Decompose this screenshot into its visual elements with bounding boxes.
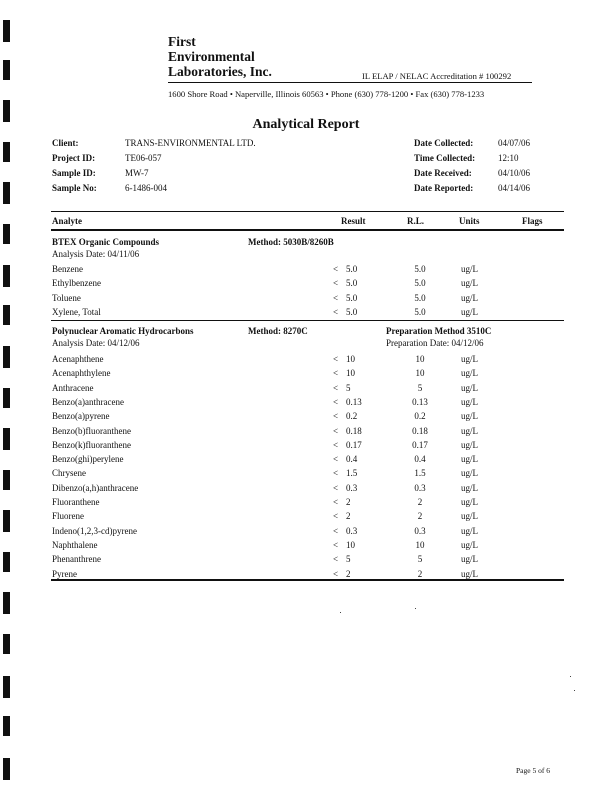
- reporting-limit: 5.0: [414, 306, 426, 317]
- units-value: ug/L: [461, 354, 478, 364]
- result-qualifier: <: [333, 468, 339, 479]
- analyte-name: Indeno(1,2,3-cd)pyrene: [52, 525, 137, 536]
- analyte-name: Toluene: [52, 292, 81, 303]
- result-qualifier: <: [333, 439, 339, 450]
- col-rl: R.L.: [407, 216, 425, 226]
- result-value: 1.5: [346, 468, 358, 479]
- sample-id-label: Sample ID:: [52, 168, 96, 178]
- analyte-name: Benzo(a)anthracene: [52, 396, 124, 407]
- result-qualifier: <: [333, 292, 339, 303]
- project-id-value: TE06-057: [125, 153, 162, 163]
- table-bottom-rule: [51, 579, 564, 581]
- units-value: ug/L: [461, 278, 478, 289]
- result-qualifier: <: [333, 454, 339, 465]
- col-flags: Flags: [522, 216, 543, 226]
- date-reported-value: 04/14/06: [498, 183, 531, 193]
- scan-speck: [570, 676, 571, 677]
- table-row: [0, 383, 612, 397]
- section-prep-method: Preparation Method 3510C: [386, 326, 492, 336]
- reporting-limit: 2: [417, 497, 423, 507]
- section-method: Method: 5030B/8260B: [248, 237, 334, 247]
- result-value: 0.18: [346, 425, 362, 436]
- result-qualifier: <: [333, 306, 339, 317]
- table-row: [0, 454, 612, 468]
- analyte-name: Naphthalene: [52, 539, 98, 550]
- client-label: Client:: [52, 138, 79, 148]
- analyte-name: Fluoranthene: [52, 497, 100, 507]
- col-analyte: Analyte: [52, 216, 82, 226]
- units-value: ug/L: [461, 439, 478, 450]
- result-qualifier: <: [333, 278, 339, 289]
- col-units: Units: [459, 216, 480, 226]
- result-qualifier: <: [333, 482, 339, 493]
- units-value: ug/L: [461, 454, 478, 465]
- table-row: [0, 426, 612, 440]
- section-title: Polynuclear Aromatic Hydrocarbons: [52, 326, 194, 336]
- reporting-limit: 0.13: [412, 396, 428, 407]
- lab-name-line-3: Laboratories, Inc.: [168, 64, 272, 79]
- analyte-name: Benzo(b)fluoranthene: [52, 425, 131, 436]
- reporting-limit: 0.18: [412, 425, 428, 436]
- sample-id-value: MW-7: [125, 168, 149, 178]
- analyte-name: Phenanthrene: [52, 554, 101, 565]
- section-title: BTEX Organic Compounds: [52, 237, 160, 247]
- lab-name-line-1: First: [168, 34, 196, 49]
- result-value: 5.0: [346, 306, 358, 317]
- result-value: 0.2: [346, 411, 358, 422]
- table-top-rule: [51, 211, 564, 212]
- table-row: [0, 368, 612, 382]
- result-value: 0.17: [346, 439, 362, 450]
- result-qualifier: <: [333, 568, 339, 579]
- table-row: [0, 354, 612, 368]
- result-value: 2: [346, 497, 351, 507]
- analyte-name: Xylene, Total: [52, 306, 101, 317]
- accreditation-text: IL ELAP / NELAC Accreditation # 100292: [362, 71, 512, 81]
- table-row: [0, 293, 612, 307]
- table-row: [0, 540, 612, 554]
- result-value: 5.0: [346, 292, 358, 303]
- reporting-limit: 5.0: [414, 292, 426, 303]
- units-value: ug/L: [461, 306, 478, 317]
- date-reported-label: Date Reported:: [414, 183, 474, 193]
- analyte-name: Pyrene: [52, 568, 77, 579]
- date-collected-label: Date Collected:: [414, 138, 474, 148]
- result-qualifier: <: [333, 396, 339, 407]
- units-value: ug/L: [461, 539, 478, 550]
- date-received-label: Date Received:: [414, 168, 472, 178]
- time-collected-label: Time Collected:: [414, 153, 476, 163]
- result-qualifier: <: [333, 511, 339, 522]
- analyte-name: Fluorene: [52, 511, 84, 522]
- date-collected-value: 04/07/06: [498, 138, 531, 148]
- sample-no-label: Sample No:: [52, 183, 97, 193]
- result-value: 5.0: [346, 264, 358, 274]
- reporting-limit: 5.0: [414, 278, 426, 289]
- lab-name-line-2: Environmental: [168, 49, 255, 64]
- result-qualifier: <: [333, 354, 339, 364]
- units-value: ug/L: [461, 568, 478, 579]
- result-qualifier: <: [333, 539, 339, 550]
- units-value: ug/L: [461, 382, 478, 393]
- result-value: 5: [346, 554, 351, 565]
- reporting-limit: 0.3: [414, 482, 426, 493]
- sample-no-value: 6-1486-004: [125, 183, 167, 193]
- section-analysis-date: Analysis Date: 04/11/06: [52, 249, 140, 259]
- analyte-name: Acenaphthene: [52, 354, 104, 364]
- reporting-limit: 5: [417, 382, 423, 393]
- table-row: [0, 440, 612, 454]
- table-row: [0, 278, 612, 292]
- table-row: [0, 554, 612, 568]
- project-id-label: Project ID:: [52, 153, 96, 163]
- units-value: ug/L: [461, 468, 478, 479]
- analyte-name: Dibenzo(a,h)anthracene: [52, 482, 139, 493]
- units-value: ug/L: [461, 482, 478, 493]
- table-row: [0, 468, 612, 482]
- analyte-name: Benzo(a)pyrene: [52, 411, 110, 422]
- result-value: 0.3: [346, 482, 358, 493]
- section-prep-date: Preparation Date: 04/12/06: [386, 338, 484, 348]
- col-result: Result: [341, 216, 366, 226]
- reporting-limit: 0.17: [412, 439, 428, 450]
- lab-logo: [168, 34, 272, 79]
- units-value: ug/L: [461, 264, 478, 274]
- scan-speck: [415, 608, 416, 609]
- reporting-limit: 5.0: [414, 264, 426, 274]
- table-row: [0, 397, 612, 411]
- units-value: ug/L: [461, 368, 478, 379]
- analyte-name: Benzene: [52, 264, 83, 274]
- reporting-limit: 10: [415, 354, 425, 364]
- units-value: ug/L: [461, 396, 478, 407]
- section-analysis-date: Analysis Date: 04/12/06: [52, 338, 140, 348]
- section-divider: [51, 320, 564, 321]
- scan-speck: [574, 690, 575, 691]
- units-value: ug/L: [461, 425, 478, 436]
- units-value: ug/L: [461, 554, 478, 565]
- lab-address: 1600 Shore Road • Naperville, Illinois 60563 • Phone (630) 778-1200 • Fax (630) 778-1233: [168, 89, 485, 99]
- table-row: [0, 411, 612, 425]
- units-value: ug/L: [461, 411, 478, 422]
- result-qualifier: <: [333, 497, 339, 507]
- report-title: Analytical Report: [252, 117, 360, 132]
- result-value: 5: [346, 382, 351, 393]
- result-qualifier: <: [333, 425, 339, 436]
- analyte-name: Benzo(ghi)perylene: [52, 454, 124, 465]
- section-method: Method: 8270C: [248, 326, 308, 336]
- result-value: 10: [346, 539, 355, 550]
- units-value: ug/L: [461, 497, 478, 507]
- reporting-limit: 10: [415, 368, 425, 379]
- client-value: TRANS-ENVIRONMENTAL LTD.: [125, 138, 256, 148]
- result-value: 2: [346, 568, 351, 579]
- reporting-limit: 0.2: [414, 411, 426, 422]
- letterhead-rule: [168, 82, 532, 83]
- reporting-limit: 0.4: [414, 454, 426, 465]
- reporting-limit: 10: [415, 539, 425, 550]
- result-qualifier: <: [333, 264, 339, 274]
- reporting-limit: 2: [417, 511, 423, 522]
- result-value: 10: [346, 368, 355, 379]
- units-value: ug/L: [461, 525, 478, 536]
- table-row: [0, 264, 612, 278]
- reporting-limit: 5: [417, 554, 423, 565]
- result-value: 10: [346, 354, 355, 364]
- result-value: 0.3: [346, 525, 358, 536]
- table-row: [0, 307, 612, 321]
- analyte-name: Acenaphthylene: [52, 368, 111, 379]
- table-row: [0, 483, 612, 497]
- reporting-limit: 1.5: [414, 468, 426, 479]
- table-row: [0, 526, 612, 540]
- analyte-name: Chrysene: [52, 468, 86, 479]
- date-received-value: 04/10/06: [498, 168, 531, 178]
- result-value: 5.0: [346, 278, 358, 289]
- result-qualifier: <: [333, 411, 339, 422]
- units-value: ug/L: [461, 511, 478, 522]
- table-row: [0, 511, 612, 525]
- result-qualifier: <: [333, 382, 339, 393]
- result-qualifier: <: [333, 368, 339, 379]
- result-qualifier: <: [333, 525, 339, 536]
- result-qualifier: <: [333, 554, 339, 565]
- table-header-rule: [51, 229, 564, 231]
- table-row: [0, 497, 612, 511]
- reporting-limit: 2: [417, 568, 423, 579]
- result-value: 0.13: [346, 396, 362, 407]
- result-value: 0.4: [346, 454, 358, 465]
- time-collected-value: 12:10: [498, 153, 519, 163]
- scan-speck: [340, 612, 341, 613]
- analyte-name: Benzo(k)fluoranthene: [52, 439, 131, 450]
- analyte-name: Anthracene: [52, 382, 94, 393]
- units-value: ug/L: [461, 292, 478, 303]
- reporting-limit: 0.3: [414, 525, 426, 536]
- page-number: Page 5 of 6: [516, 766, 550, 775]
- result-value: 2: [346, 511, 351, 522]
- analyte-name: Ethylbenzene: [52, 278, 101, 289]
